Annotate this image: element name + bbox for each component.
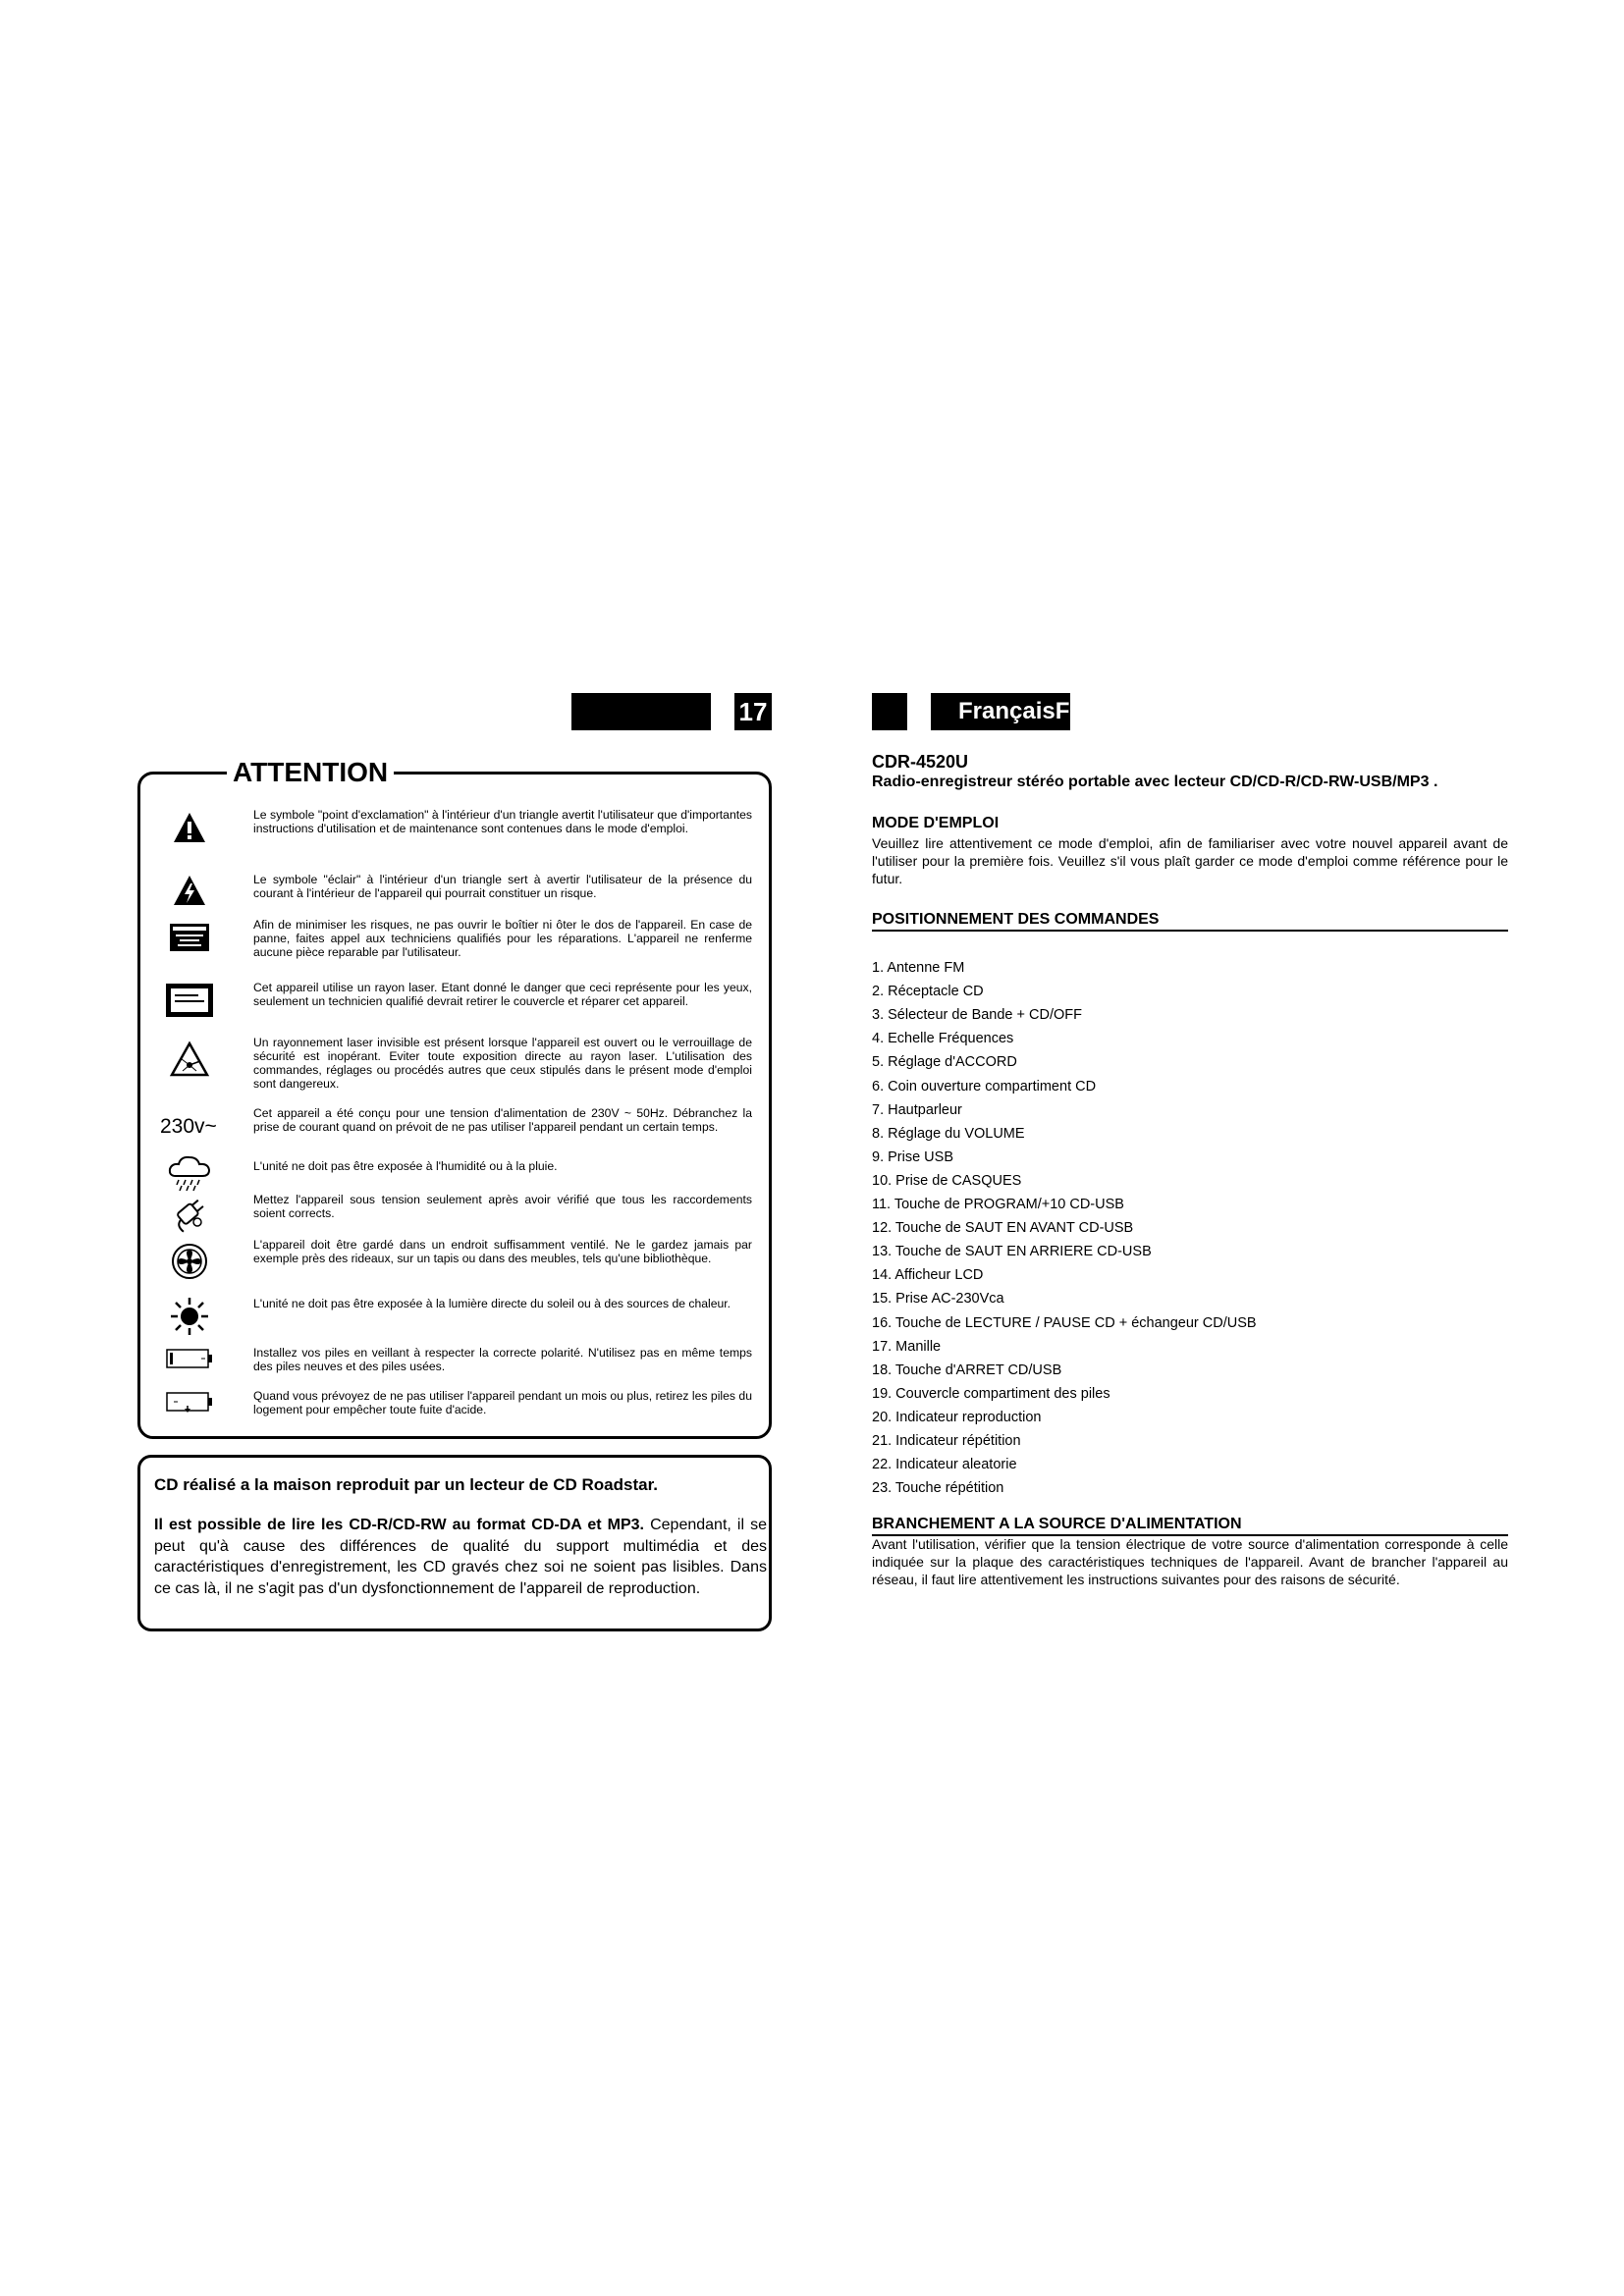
attention-text: Afin de minimiser les risques, ne pas ouvrir le boîtier ni ôter le dos de l'appareil. En case de panne, faites appel aux techniciens qualifiés pour les réparations. L'appareil ne renferme aucune pièce reparable par l'utilisateur. [253, 918, 752, 959]
section-title-mode: MODE D'EMPLOI [872, 815, 1000, 831]
attention-text: L'unité ne doit pas être exposée à l'humidité ou à la pluie. [253, 1159, 558, 1173]
attention-text: L'unité ne doit pas être exposée à la lumière directe du soleil ou à des sources de chaleur. [253, 1297, 731, 1310]
cd-note-text [154, 1515, 767, 1599]
product-subtitle: Radio-enregistreur stéréo portable avec lecteur CD/CD-R/CD-RW-USB/MP3 . [872, 774, 1438, 790]
control-list-item: 20. Indicateur reproduction [872, 1409, 1042, 1425]
battery-icon [168, 1344, 211, 1373]
attention-text: Cet appareil a été conçu pour une tension d'alimentation de 230V ~ 50Hz. Débranchez la prise de courant quand on prévoit de ne pas utiliser l'appareil pendant un certain temps. [253, 1106, 752, 1134]
control-list-item: 11. Touche de PROGRAM/+10 CD-USB [872, 1197, 1124, 1212]
control-list-item: 15. Prise AC-230Vca [872, 1291, 1004, 1308]
control-list-item: 9. Prise USB [872, 1148, 953, 1165]
control-list-item: 23. Touche répétition [872, 1480, 1004, 1497]
power-text: Avant l'utilisation, vérifier que la tension électrique de votre source d'alimentation corresponde à celle indiquée sur la plaque des caractéristiques techniques de l'appareil. Avant de brancher l'appareil au réseau, il faut lire attentivement les instructions suivantes pour des raisons de sécurité. [872, 1536, 1508, 1587]
page-number: 17 [734, 693, 772, 730]
attention-text: Cet appareil utilise un rayon laser. Etant donné le danger que ceci représente pour les yeux, seulement un technicien qualifié devrait retirer le couvercle et réparer cet appareil. [253, 981, 752, 1008]
class1-laser-label-icon [168, 981, 211, 1020]
control-list-item: 6. Coin ouverture compartiment CD [872, 1078, 1097, 1095]
attention-text: Un rayonnement laser invisible est présent lorsque l'appareil est ouvert ou le verrouillage de sécurité est inopérant. Eviter toute exposition directe au rayon laser. L'utilisation des commandes, réglages ou procédés autres que ceux stipulés dans le présent mode d'emploi sont dangereux. [253, 1036, 752, 1091]
ventilation-fan-icon [168, 1240, 211, 1283]
control-list-item: 10. Prise de CASQUES [872, 1172, 1022, 1189]
control-list-item: 19. Couvercle compartiment des piles [872, 1385, 1110, 1402]
exclamation-triangle-icon [168, 808, 211, 847]
lightning-triangle-icon [168, 871, 211, 910]
control-list-item: 7. Hautparleur [872, 1101, 962, 1118]
control-list-item: 21. Indicateur répétition [872, 1433, 1021, 1449]
model-number: CDR-4520U [872, 752, 969, 772]
voltage-230v-icon [160, 1112, 229, 1142]
control-list-item: 16. Touche de LECTURE / PAUSE CD + échangeur CD/USB [872, 1314, 1257, 1331]
control-list-item: 4. Echelle Fréquences [872, 1031, 1014, 1047]
control-list-item: 13. Touche de SAUT EN ARRIERE CD-USB [872, 1244, 1152, 1260]
control-list-item: 3. Sélecteur de Bande + CD/OFF [872, 1007, 1082, 1024]
cd-note-lead: Il est possible de lire les CD-R/CD-RW au format CD-DA et MP3. [154, 1517, 645, 1533]
control-list-item: 18. Touche d'ARRET CD/USB [872, 1362, 1062, 1378]
control-list-item: 1. Antenne FM [872, 960, 965, 976]
control-list-item: 22. Indicateur aleatorie [872, 1457, 1017, 1473]
attention-box [137, 757, 772, 1439]
control-list-item: 14. Afficheur LCD [872, 1267, 984, 1284]
attention-text: Installez vos piles en veillant à respecter la correcte polarité. N'utilisez pas en même temps des piles neuves et des piles usées. [253, 1346, 752, 1373]
mode-text: Veuillez lire attentivement ce mode d'emploi, afin de familiariser avec votre nouvel appareil avant de l'utiliser pour la première fois. Veuillez s'il vous plaît garder ce mode d'emploi comme référence pour le futur. [872, 835, 1508, 886]
attention-title: ATTENTION [227, 755, 394, 790]
attention-text: L'appareil doit être gardé dans un endroit suffisamment ventilé. Ne le gardez jamais par exemple près des rideaux, sur un tapis ou dans des meubles, tels qu'une bibliothèque. [253, 1238, 752, 1265]
attention-text: Le symbole "point d'exclamation" à l'intérieur d'un triangle avertit l'utilisateur que d'importantes instructions d'utilisation et de maintenance sont contenues dans le mode d'emploi. [253, 808, 752, 835]
control-list-item: 17. Manille [872, 1338, 942, 1355]
control-list-item: 2. Réceptacle CD [872, 984, 984, 1000]
control-list-item: 5. Réglage d'ACCORD [872, 1054, 1017, 1071]
battery-remove-icon [168, 1387, 211, 1416]
cd-note-box [137, 1455, 772, 1631]
control-list-item: 8. Réglage du VOLUME [872, 1125, 1025, 1142]
attention-text: Mettez l'appareil sous tension seulement après avoir vérifié que tous les raccordements soient corrects. [253, 1193, 752, 1220]
rain-cloud-icon [168, 1153, 211, 1193]
plug-icon [168, 1191, 211, 1232]
attention-text: Le symbole "éclair" à l'intérieur d'un triangle sert à avertir l'utilisateur de la présence du courant à l'intérieur de l'appareil qui pourrait constituer un risque. [253, 873, 752, 900]
voltage-label: 230v~ [160, 1115, 217, 1138]
section-title-power: BRANCHEMENT A LA SOURCE D'ALIMENTATION [872, 1516, 1508, 1536]
control-list-item: 12. Touche de SAUT EN AVANT CD-USB [872, 1220, 1134, 1237]
section-title-controls: POSITIONNEMENT DES COMMANDES [872, 911, 1508, 932]
cd-note-title: CD réalisé a la maison reproduit par un lecteur de CD Roadstar. [154, 1475, 658, 1494]
cd-note-body: Cependant, il se peut qu'à cause des différences de qualité du support multimédia et des caractéristiques d'enregistrement, les CD gravés chez soi ne soient pas lisibles. Dans ce cas là, il ne s'agit pas d'un dysfonctionnement de l'appareil de reproduction. [154, 1517, 768, 1597]
language-tab: FrançaisFra [931, 693, 1070, 730]
laser-warning-triangle-icon [168, 1038, 211, 1081]
header-square [872, 693, 907, 730]
header-bar-left [571, 693, 711, 730]
attention-text: Quand vous prévoyez de ne pas utiliser l'appareil pendant un mois ou plus, retirez les piles du logement pour empêcher toute fuite d'acide. [253, 1389, 752, 1416]
sun-icon [168, 1295, 211, 1338]
caution-label-icon [168, 920, 211, 955]
